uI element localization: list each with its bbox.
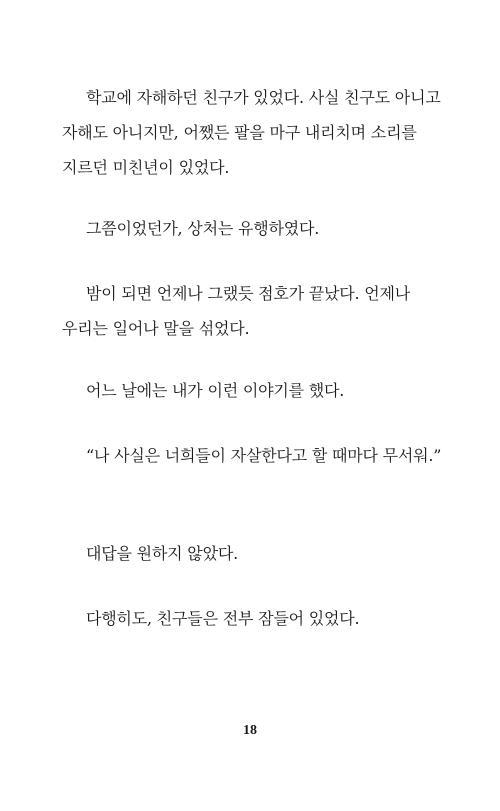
paragraph-6: 대답을 원하지 않았다. [86, 544, 238, 563]
paragraph-4: 어느 날에는 내가 이런 이야기를 했다. [86, 381, 345, 400]
paragraph-1: 학교에 자해하던 친구가 있었다. 사실 친구도 아니고 자해도 아니지만, 어쨌든 팔을 마구 내리치며 소리를 지르던 미친년이 있었다. [62, 88, 441, 177]
paragraph-5: “나 사실은 너희들이 자살한다고 할 때마다 무서워.” [86, 446, 442, 465]
paragraph-3: 밤이 되면 언제나 그랬듯 점호가 끝났다. 언제나 우리는 일어나 말을 섞었다. [62, 284, 411, 338]
page-number: 18 [243, 723, 257, 738]
paragraph-2: 그쯤이었던가, 상처는 유행하였다. [86, 219, 320, 238]
paragraph-7: 다행히도, 친구들은 전부 잠들어 있었다. [86, 609, 360, 628]
